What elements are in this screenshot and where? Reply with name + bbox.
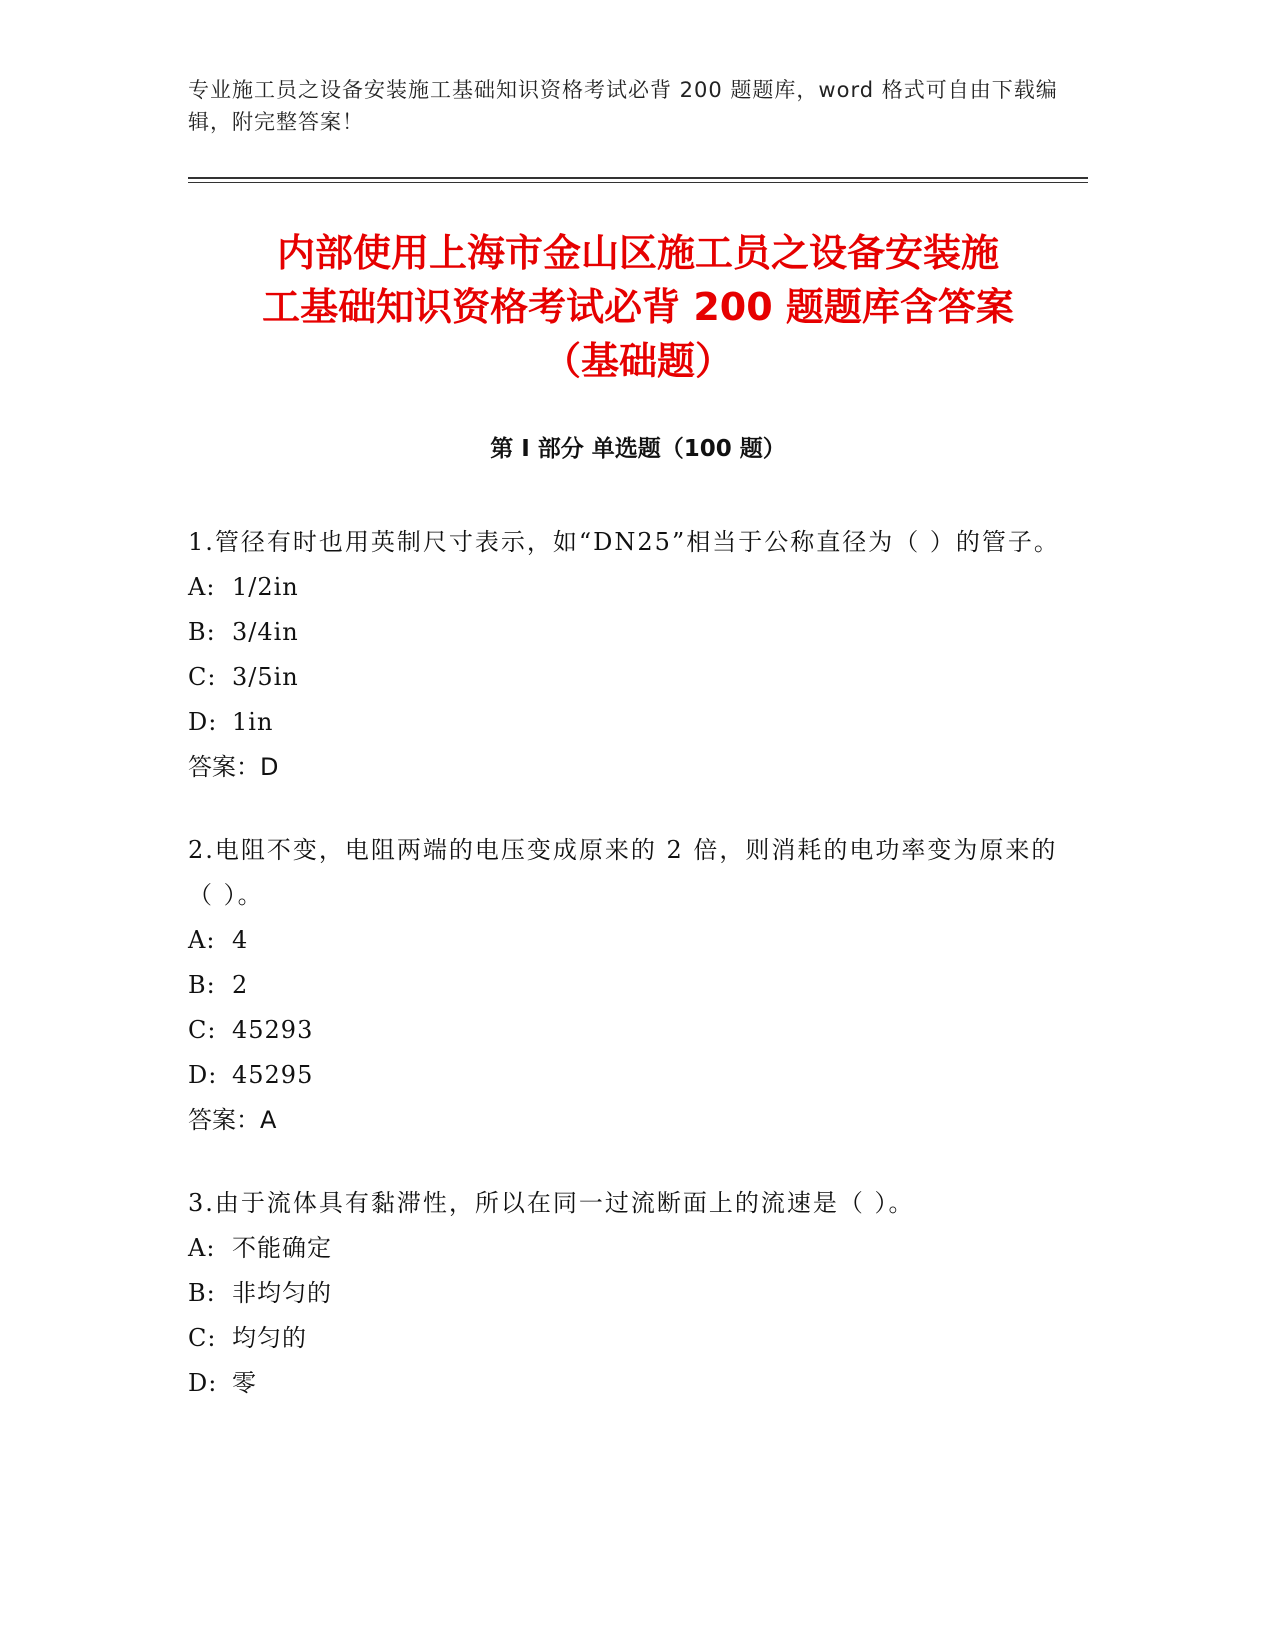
option-label: D: bbox=[188, 1369, 218, 1397]
header-note: 专业施工员之设备安装施工基础知识资格考试必背 200 题题库，word 格式可自由下载编辑，附完整答案！ bbox=[188, 78, 1058, 134]
option-value: 不能确定 bbox=[232, 1234, 332, 1262]
option-a bbox=[188, 565, 1068, 610]
option-a bbox=[188, 918, 1068, 963]
option-value: 1in bbox=[232, 708, 274, 736]
option-a bbox=[188, 1226, 1068, 1271]
title-line-1: 内部使用上海市金山区施工员之设备安装施 bbox=[276, 231, 999, 275]
answer-line: 答案：D bbox=[188, 753, 279, 781]
answer-line: 答案：A bbox=[188, 1106, 277, 1134]
question-item bbox=[188, 828, 1068, 1143]
question-list bbox=[188, 520, 1068, 1444]
section-heading: 第 I 部分 单选题（100 题） bbox=[490, 436, 786, 462]
question-item bbox=[188, 1181, 1068, 1406]
option-b bbox=[188, 963, 1068, 1008]
option-value: 45295 bbox=[232, 1061, 314, 1089]
question-item bbox=[188, 520, 1068, 790]
option-label: B: bbox=[188, 971, 216, 999]
option-value: 2 bbox=[232, 971, 249, 999]
option-label: A: bbox=[188, 573, 216, 601]
option-label: B: bbox=[188, 618, 216, 646]
option-b bbox=[188, 610, 1068, 655]
option-label: A: bbox=[188, 926, 216, 954]
question-text: 2.电阻不变，电阻两端的电压变成原来的 2 倍，则消耗的电功率变为原来的（ ）。 bbox=[188, 836, 1058, 909]
question-text: 3.由于流体具有黏滞性，所以在同一过流断面上的流速是（ ）。 bbox=[188, 1189, 915, 1217]
option-label: D: bbox=[188, 708, 218, 736]
option-d bbox=[188, 1361, 1068, 1406]
option-c bbox=[188, 1316, 1068, 1361]
option-value: 1/2in bbox=[232, 573, 299, 601]
header-divider-thin bbox=[188, 182, 1088, 183]
option-label: C: bbox=[188, 1324, 217, 1352]
option-c bbox=[188, 1008, 1068, 1053]
option-value: 4 bbox=[232, 926, 249, 954]
header-divider-thick bbox=[188, 177, 1088, 179]
option-label: D: bbox=[188, 1061, 218, 1089]
option-label: A: bbox=[188, 1234, 216, 1262]
option-value: 零 bbox=[232, 1369, 257, 1397]
option-value: 3/5in bbox=[232, 663, 299, 691]
option-c bbox=[188, 655, 1068, 700]
option-value: 非均匀的 bbox=[232, 1279, 332, 1307]
option-value: 45293 bbox=[232, 1016, 314, 1044]
question-text: 1.管径有时也用英制尺寸表示，如“DN25”相当于公称直径为（ ）的管子。 bbox=[188, 528, 1060, 556]
option-value: 均匀的 bbox=[232, 1324, 307, 1352]
title-line-2: 工基础知识资格考试必背 200 题题库含答案 bbox=[262, 285, 1014, 329]
option-d bbox=[188, 700, 1068, 745]
option-b bbox=[188, 1271, 1068, 1316]
document-title bbox=[188, 226, 1088, 388]
title-line-3: （基础题） bbox=[542, 339, 733, 383]
option-label: B: bbox=[188, 1279, 216, 1307]
option-d bbox=[188, 1053, 1068, 1098]
option-label: C: bbox=[188, 1016, 217, 1044]
option-label: C: bbox=[188, 663, 217, 691]
option-value: 3/4in bbox=[232, 618, 299, 646]
